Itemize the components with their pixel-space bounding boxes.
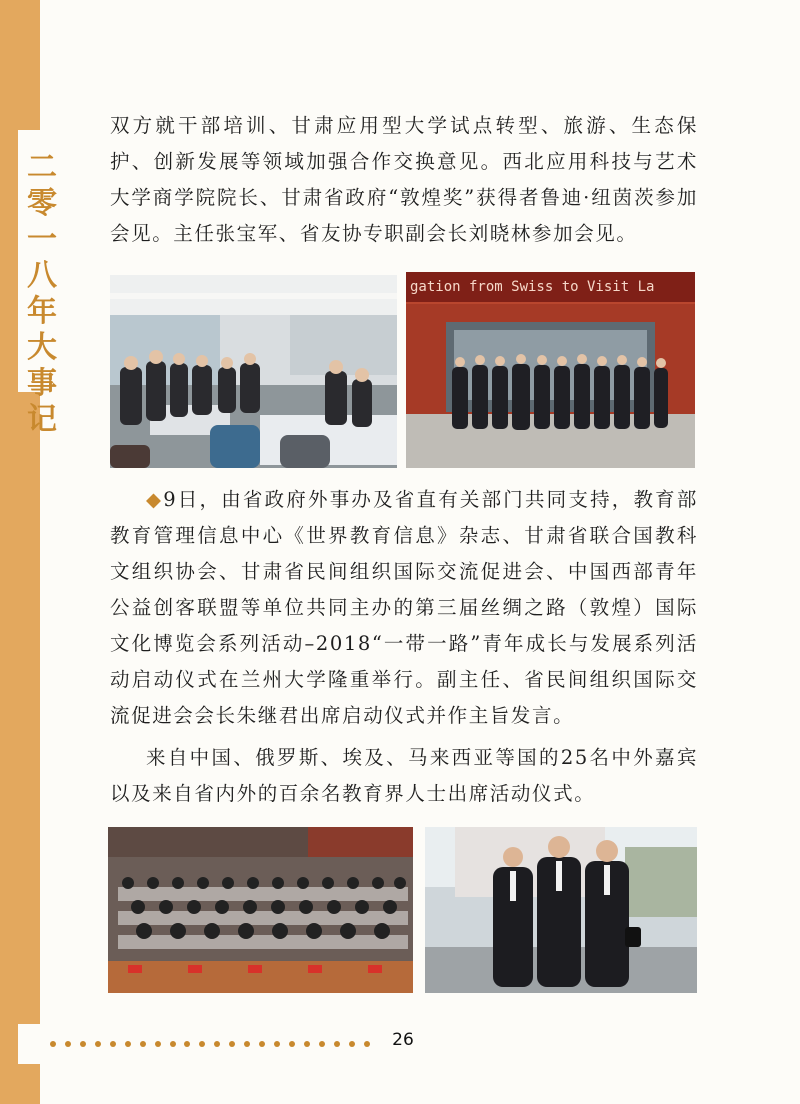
footer-dot-rule bbox=[50, 1039, 370, 1049]
paragraph-event-launch bbox=[110, 482, 698, 734]
page-number: 26 bbox=[392, 1030, 414, 1050]
paragraph-meeting-summary: 双方就干部培训、甘肃应用型大学试点转型、旅游、生态保护、创新发展等领域加强合作交换意见。西北应用科技与艺术大学商学院院长、甘肃省政府“敦煌奖”获得者鲁迪·纽茵茨参加会见。主任张宝军、省友协专职副会长刘晓林参加会见。 bbox=[110, 114, 698, 245]
photo-delegation-group bbox=[406, 272, 695, 468]
photo-auditorium-audience bbox=[108, 827, 413, 993]
photo-banner-text: gation from Swiss to Visit La bbox=[410, 279, 655, 295]
side-title: 二零一八年大事记 bbox=[27, 150, 57, 437]
paragraph-attendees: 来自中国、俄罗斯、埃及、马来西亚等国的25名中外嘉宾以及来自省内外的百余名教育界人士出席活动仪式。 bbox=[110, 746, 698, 805]
paragraph-event-launch-text: 9日，由省政府外事办及省直有关部门共同支持，教育部教育管理信息中心《世界教育信息》杂志、甘肃省联合国教科文组织协会、甘肃省民间组织国际交流促进会、中国西部青年公益创客联盟等单位共同主办的第三届丝绸之路（敦煌）国际文化博览会系列活动–2018“一带一路”青年成长与发展系列活动启动仪式在兰州大学隆重举行。副主任、省民间组织国际交流促进会会长朱继君出席启动仪式并作主旨发言。 bbox=[110, 488, 698, 727]
photo-meeting-room bbox=[110, 275, 397, 468]
photo-guests-outdoor bbox=[425, 827, 697, 993]
diamond-bullet-icon: ◆ bbox=[146, 488, 164, 511]
